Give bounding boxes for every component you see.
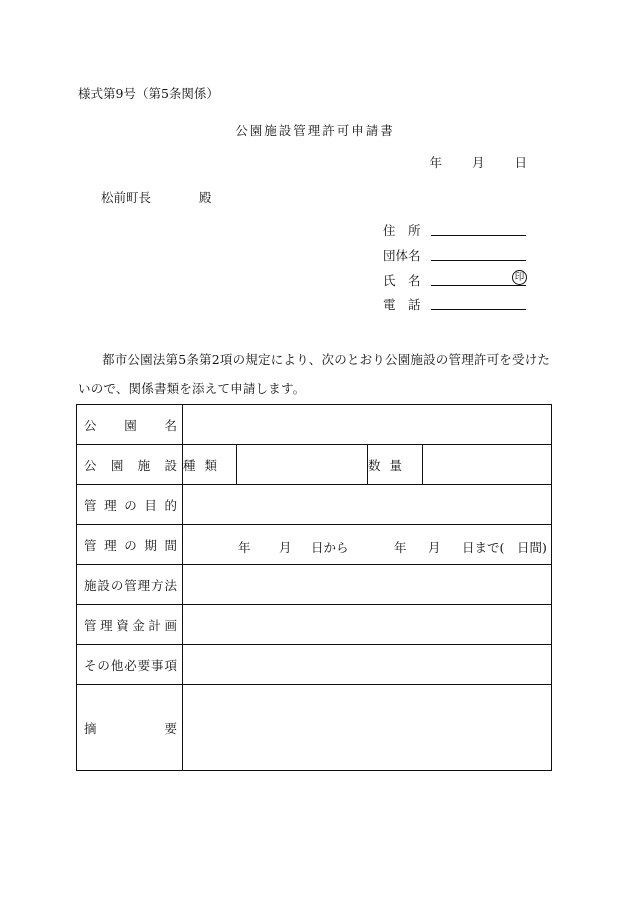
label-other <box>77 645 183 685</box>
row-purpose <box>77 485 552 525</box>
applicant-name-row <box>383 271 528 289</box>
name-label: 氏 名 <box>383 273 421 288</box>
name-field-line[interactable] <box>431 285 526 286</box>
row-park-name <box>77 405 552 445</box>
field-quantity[interactable] <box>423 445 552 485</box>
application-statement: 都市公園法第5条第2項の規定により、次のとおり公園施設の管理許可を受けたいので、関係書類を添えて申請します。 <box>78 352 551 396</box>
field-purpose[interactable] <box>183 485 552 525</box>
applicant-address-row <box>383 221 528 239</box>
seal-mark: 印 <box>512 270 527 285</box>
document-title: 公園施設管理許可申請書 <box>235 123 395 138</box>
date-month: 月 <box>472 155 485 170</box>
field-park-name[interactable] <box>183 405 552 445</box>
label-purpose <box>77 485 183 525</box>
period-start-month: 月 <box>279 539 292 555</box>
address-field-line[interactable] <box>431 235 526 236</box>
group-name-field-line[interactable] <box>431 260 526 261</box>
facility-label-text: 公 園 施 設 <box>84 457 177 473</box>
group-name-label: 団体名 <box>383 248 421 263</box>
form-number: 様式第9号（第5条関係） <box>78 86 219 101</box>
field-type[interactable] <box>237 445 368 485</box>
quantity-label-text: 数 量 <box>368 457 402 473</box>
row-other <box>77 645 552 685</box>
funding-label-text: 管 理 資 金 計 画 <box>84 617 177 633</box>
period-end-year: 年 <box>394 539 407 555</box>
period-start-year: 年 <box>238 539 251 555</box>
field-funding[interactable] <box>183 605 552 645</box>
field-method[interactable] <box>183 565 552 605</box>
period-start-day: 日から <box>311 539 349 555</box>
address-label: 住 所 <box>383 223 421 238</box>
label-park-name <box>77 405 183 445</box>
period-text <box>183 526 551 564</box>
park-name-label-text: 公 園 名 <box>84 417 177 433</box>
addressee-name: 松前町長 <box>101 190 152 205</box>
period-end-day: 日まで( <box>462 539 505 555</box>
application-form-table <box>76 404 552 771</box>
period-days: 日間) <box>517 539 547 555</box>
phone-label: 電 話 <box>383 297 421 312</box>
date-line <box>430 153 527 171</box>
purpose-label-text: 管 理 の 目 的 <box>84 497 177 513</box>
field-other[interactable] <box>183 645 552 685</box>
row-remarks <box>77 685 552 771</box>
row-facility <box>77 445 552 485</box>
label-remarks <box>77 685 183 771</box>
label-funding <box>77 605 183 645</box>
field-period[interactable] <box>183 525 552 565</box>
label-period <box>77 525 183 565</box>
label-quantity <box>368 445 423 485</box>
row-period <box>77 525 552 565</box>
other-label-text: そ の 他 必 要 事 項 <box>84 657 177 673</box>
date-year: 年 <box>429 155 443 170</box>
period-end-month: 月 <box>428 539 441 555</box>
addressee <box>101 188 212 206</box>
label-method <box>77 565 183 605</box>
row-funding <box>77 605 552 645</box>
row-method <box>77 565 552 605</box>
method-label-text: 施 設 の 管 理 方 法 <box>84 577 177 593</box>
date-day: 日 <box>514 155 527 170</box>
phone-field-line[interactable] <box>431 309 526 310</box>
remarks-label-text: 摘 要 <box>84 720 177 736</box>
addressee-honorific: 殿 <box>199 190 212 205</box>
applicant-phone-row <box>383 295 528 313</box>
label-facility <box>77 445 183 485</box>
field-remarks[interactable] <box>183 685 552 771</box>
type-label-text: 種 類 <box>183 457 217 473</box>
period-label-text: 管 理 の 期 間 <box>84 537 177 553</box>
label-type <box>183 445 237 485</box>
applicant-group-row <box>383 246 528 264</box>
